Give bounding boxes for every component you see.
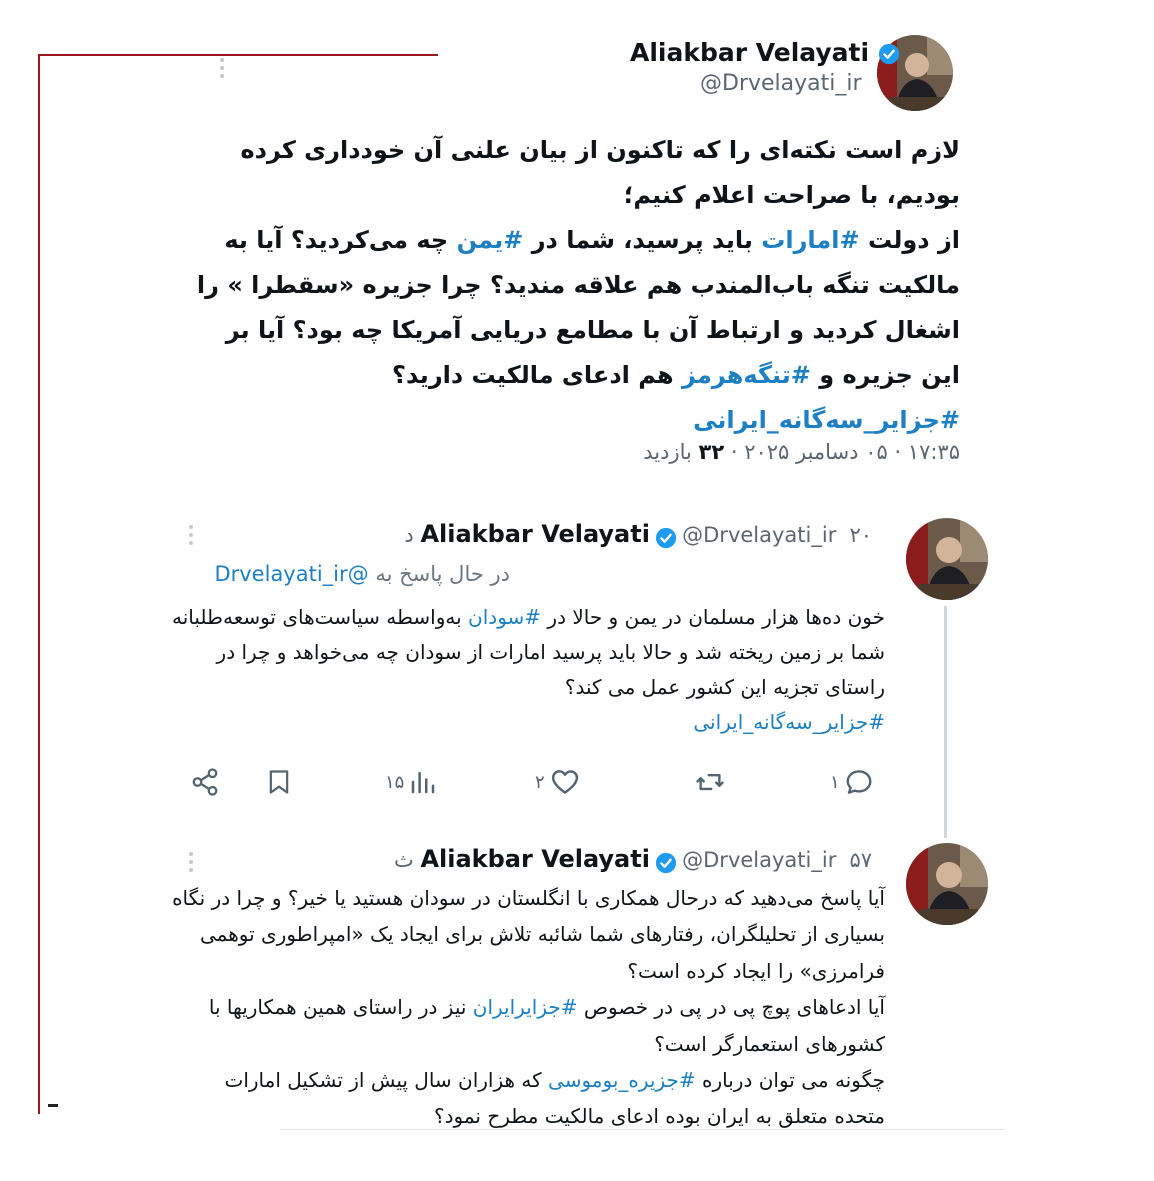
views-count: ۱۵ [385,771,405,793]
timestamp[interactable]: ۲۰ د [404,523,872,547]
text-span: هم ادعای مالکیت دارید؟ [392,361,683,389]
more-options-icon[interactable] [188,525,194,549]
reply-header [380,845,880,877]
share-icon [190,767,220,797]
author-handle[interactable]: @Drvelayati_ir [682,848,837,872]
stray-mark [48,1104,58,1107]
text-span: آیا ادعاهای پوچ پی در پی در خصوص [577,995,885,1020]
tweet-paragraph: آیا پاسخ می‌دهید که درحال همکاری با انگلستان در سودان هستید یا خیر؟ و چرا در نگاه بسیاری از تحلیلگران، رفتارهای شما شائبه تلاش برای ایجاد یک «امپراطوری توهمی فرامرزی» را ایجاد کرده است؟ [172,886,885,983]
text-span: خون ده‌ها هزار مسلمان در یمن و حالا در [541,605,885,629]
frame-top-line [38,54,438,56]
action-bar [180,762,890,802]
timestamp[interactable]: ۱۷:۳۵ · ۰۵ دسامبر ۲۰۲۵ · [724,440,960,464]
replies-count: ۱ [830,771,840,793]
hashtag-link[interactable]: #جزیره_بوموسی [548,1068,696,1093]
like-button[interactable] [535,762,581,802]
verified-badge-icon [655,527,677,549]
tweet-paragraph [170,705,885,740]
view-count: ۳۲ [698,440,725,464]
view-label: بازدید [643,440,699,464]
avatar[interactable] [906,518,988,600]
replying-to [170,562,510,586]
tweet-paragraph [170,1062,885,1135]
hashtag-link[interactable]: #سودان [468,605,542,629]
text-span: باید پرسید، شما در [523,226,762,254]
like-icon [549,767,581,797]
tweet-paragraph [170,989,885,1062]
avatar[interactable] [906,843,988,925]
author-handle[interactable]: @Drvelayati_ir [682,523,837,547]
tweet-paragraph [195,218,960,398]
retweet-button[interactable] [692,762,728,802]
views-button[interactable] [385,762,438,802]
share-button[interactable] [190,762,220,802]
author-name[interactable] [630,38,900,67]
bookmark-button[interactable] [265,762,293,802]
retweet-icon [692,767,728,797]
thread-line [944,606,947,838]
bookmark-icon [265,767,293,797]
verified-badge-icon [878,43,900,65]
author-name[interactable]: Aliakbar Velayati [420,520,650,548]
hashtag-link[interactable]: #یمن [456,226,524,254]
reply-header [380,520,880,552]
tweet-text [170,880,885,1135]
verified-badge-icon [655,852,677,874]
reply-icon [844,767,874,797]
hashtag-link[interactable]: #تنگه‌هرمز [682,361,811,389]
reply-button[interactable] [830,762,874,802]
tweet-paragraph [195,398,960,443]
hashtag-link[interactable]: #جزایرایران [472,995,578,1020]
text-span: به‌واسطه سیاست‌های توسعه‌طلبانه شما بر زمین ریخته شد و حالا باید پرسید امارات از سودان چه می‌خواهد و چرا در راستای تجزیه این کشور عمل می کند؟ [172,605,885,699]
replying-label: در حال پاسخ به [368,562,510,586]
hashtag-link[interactable]: #جزایر_سه‌گانه_ایرانی [693,710,885,734]
likes-count: ۲ [535,771,545,793]
text-span: که هزاران سال پیش از تشکیل امارات متحده متعلق به ایران بوده ادعای مالکیت مطرح نمود؟ [224,1068,885,1129]
hashtag-link[interactable]: #جزایر_سه‌گانه_ایرانی [693,406,960,434]
hashtag-link[interactable]: #امارات [761,226,860,254]
views-icon [408,767,438,797]
author-name-text[interactable]: Aliakbar Velayati [630,38,870,67]
timestamp[interactable]: ۵۷ ث [393,848,872,872]
author-name[interactable]: Aliakbar Velayati [420,845,650,873]
text-span: چه می‌کردید؟ آیا به مالکیت تنگه باب‌المندب هم علاقه مندید؟ چرا جزیره «سقطرا » را اشغال کردید و ارتباط آن با مطامع دریایی آمریکا چه بود؟ آیا بر این جزیره و [196,226,960,389]
mention-link[interactable]: @Drvelayati_ir [214,562,369,586]
text-span: نیز در راستای همین همکاریها با کشورهای استعمارگر است؟ [208,995,885,1056]
tweet-text [170,600,885,740]
text-span: چگونه می توان درباره [695,1068,885,1093]
more-options-icon[interactable] [219,58,225,82]
text-span: از دولت [859,226,960,254]
frame-left-line [38,54,40,1114]
tweet-meta [640,440,960,464]
tweet-paragraph: لازم است نکته‌ای را که تاکنون از بیان علنی آن خودداری کرده بودیم، با صراحت اعلام کنیم؛ [240,136,960,209]
author-handle[interactable]: @Drvelayati_ir [700,71,862,96]
tweet-paragraph [170,600,885,705]
more-options-icon[interactable] [188,852,194,876]
tweet-text [195,128,960,443]
